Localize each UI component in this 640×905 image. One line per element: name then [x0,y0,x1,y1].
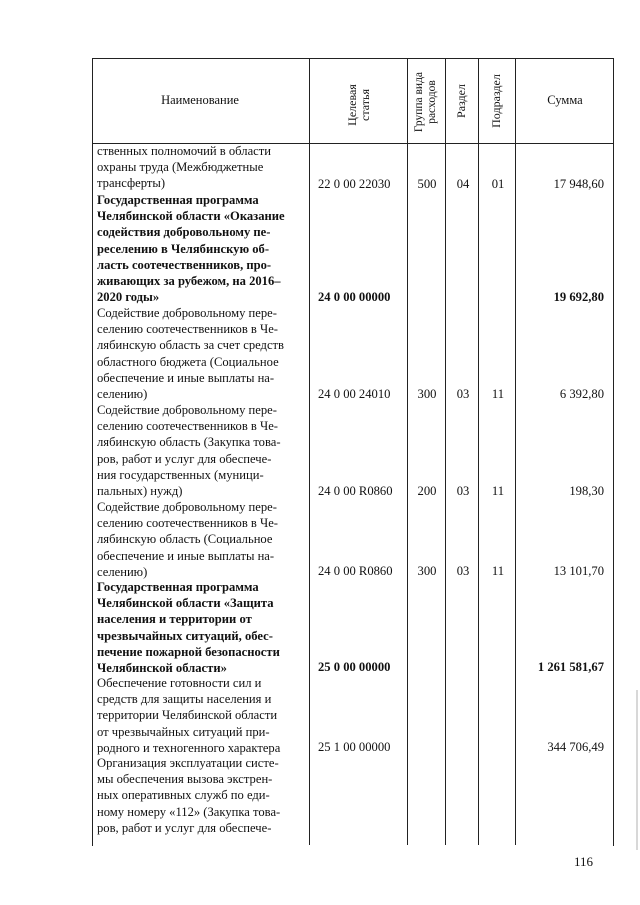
col-divider [478,58,479,845]
row-name: Содействие добровольному пере- селению соотечественников в Че- лябинскую область (Закупка това- ров, работ и услуг для обеспече- ния государственных (муници- пальных) нужд) [97,403,281,499]
row-group: 300 [417,564,437,578]
row-subsection: 11 [491,484,505,498]
row-name: Обеспечение готовности сил и средств для защиты населения и территории Челябинской области от чрезвычайных ситуаций при- родного и техногенного характера [97,676,281,755]
header-sum: Сумма [547,93,583,107]
row-sum: 13 101,70 [553,564,604,578]
row-group: 200 [417,484,437,498]
header-code: Целевая статья [345,84,372,126]
row-name: ственных полномочий в области охраны труда (Межбюджетные трансферты) [97,144,271,191]
row-sum: 198,30 [569,484,604,498]
page-number: 116 [574,854,594,869]
col-divider [407,58,408,845]
row-group: 300 [417,387,437,401]
row-sum: 344 706,49 [547,740,604,754]
row-code: 24 0 00 R0860 [318,484,393,498]
row-name: Государственная программа Челябинской области «Защита населения и территории от чрезвычайных ситуаций, обес- печение пожарной безопасности Челябинской области» [97,580,280,676]
row-name: Содействие добровольному пере- селению соотечественников в Че- лябинскую область за счет средств областного бюджета (Социальное обеспечение и иные выплаты на- селению) [97,306,284,402]
row-group: 500 [417,177,437,191]
row-name: Государственная программа Челябинской области «Оказание содействия добровольному пе- реселению в Челябинскую об- ласть соотечественников, про- живающих за рубежом, на 2016– 2020 годы» [97,193,285,305]
row-code: 24 0 00 00000 [318,290,391,304]
row-code: 25 1 00 00000 [318,740,391,754]
row-code: 24 0 00 R0860 [318,564,393,578]
row-sum: 1 261 581,67 [537,660,604,674]
row-subsection: 11 [491,387,505,401]
header-group: Группа вида расходов [413,71,438,133]
col-divider [515,58,516,845]
col-divider [445,58,446,845]
row-section: 03 [456,564,470,578]
row-sum: 6 392,80 [559,387,604,401]
row-code: 22 0 00 22030 [318,177,391,191]
header-section: Раздел [454,84,468,118]
row-subsection: 01 [491,177,505,191]
row-section: 04 [456,177,470,191]
row-name: Содействие добровольному пере- селению соотечественников в Че- лябинскую область (Социальное обеспечение и иные выплаты на- селению) [97,500,278,579]
header-name: Наименование [161,93,239,107]
row-sum: 19 692,80 [553,290,604,304]
row-code: 25 0 00 00000 [318,660,391,674]
row-section: 03 [456,484,470,498]
header-subsection: Подраздел [489,74,503,128]
row-subsection: 11 [491,564,505,578]
scan-edge [636,690,638,850]
col-divider [309,58,310,845]
row-name: Организация эксплуатации систе- мы обеспечения вызова экстрен- ных оперативных служб по еди- ному номеру «112» (Закупка това- ров, работ и услуг для обеспече- [97,756,281,835]
row-code: 24 0 00 24010 [318,387,391,401]
row-sum: 17 948,60 [553,177,604,191]
row-section: 03 [456,387,470,401]
